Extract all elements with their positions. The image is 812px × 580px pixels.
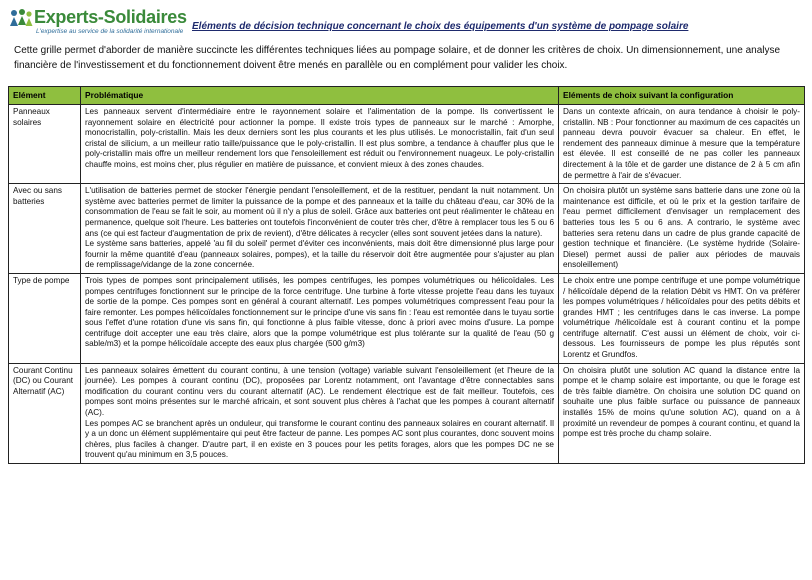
- problematique-paragraph: Les panneaux solaires émettent du courant continu, à une tension (voltage) variable suivant l'ensoleillement (et l'heure de la journée). Les pompes à courant continu (DC), proposées par Lorentz notamment, ont l'avantage d'être connectables sans modification du courant continu vers du courant alternatif (AC). Le rendement électrique est de fait meilleur. Toutefois, ces pompes sont moins présentes sur le marché africain, et sont souvent plus chères à l'achat que les pompes à courant alternatif (AC).: [85, 365, 554, 418]
- row-problematique: [81, 273, 559, 363]
- logo-people-icon: [8, 8, 34, 30]
- row-problematique: [81, 363, 559, 463]
- header-choix: Eléments de choix suivant la configuration: [559, 87, 805, 105]
- row-element: Courant Continu (DC) ou Courant Alternatif (AC): [9, 363, 81, 463]
- document-title: Eléments de décision technique concernant le choix des équipements d'un système de pompage solaire: [192, 21, 689, 32]
- problematique-paragraph: Les pompes AC se branchent après un onduleur, qui transforme le courant continu des panneaux solaires en courant alternatif. Il y a un donc un élément supplémentaire qui peut être facteur de panne. Les pompes AC sont plus courantes, donc souvent moins chères, plus faciles à changer. D'autre part, il en existe en 3 pouces pour les petits forages, alors que les pompes DC ne se trouvent qu'au minimum en 3,5 pouces.: [85, 418, 554, 460]
- table-row: [9, 363, 805, 463]
- table-row: [9, 184, 805, 274]
- header-element: Elément: [9, 87, 81, 105]
- problematique-paragraph: Les panneaux servent d'intermédiaire entre le rayonnement solaire et l'alimentation de la pompe. Ils convertissent le rayonnement solaire en électricité pour actionner la pompe. Il existe trois types de panneaux sur le marché : Amorphe, monocristallin, poly-cristallin. Mais les deux derniers sont les plus courants et les plus utilisés. Le monocristallin, fait d'un seul cristal de silicium, a un meilleur ratio taille/puissance que le poly-cristallin. Il est plus sombre, a tendance à chauffer plus que le poly-cristallin mais offre un meilleur rendement lors que l'ensoleillement est réduit ou l'environnement nuageux. Le poly-cristallin chauffe moins, est moins cher, plus régulier en matière de puissance, et convient mieux à des zones chaudes.: [85, 107, 554, 169]
- problematique-paragraph: L'utilisation de batteries permet de stocker l'énergie pendant l'ensoleillement, et de la restituer, pendant la nuit notamment. Un système avec batteries permet de limiter la puissance de la pompe et des panneaux et la taille du château d'eau, car 30% de la consommation de l'eau se fait le soir, au moment où il n'y a plus de soleil. Grâce aux batteries ont peut réalimenter le château en permanence, quelque soit l'heure. Les batteries ont toutefois l'inconvénient de couter très cher, d'être à remplacer tous les 5 ou 6 ans (ce qui est facteur d'augmentation de prix de revient), d'être délicates à recycler (elles sont souvent jetées dans la nature).: [85, 186, 554, 238]
- logo: [8, 7, 187, 41]
- problematique-paragraph: Le système sans batteries, appelé 'au fil du soleil' permet d'éviter ces inconvénients, mais doit être dimensionné plus large pour fournir la même quantité d'eau (panneaux solaires, pompes), et la taille du réservoir doit être augmentée pour s'ajuster au plan de remplissage/vidange de la zone concernée.: [85, 239, 554, 270]
- logo-tagline: L'expertise au service de la solidarité internationale: [36, 28, 184, 35]
- table-row: [9, 273, 805, 363]
- page-header: [6, 4, 806, 40]
- row-element: Avec ou sans batteries: [9, 184, 81, 274]
- row-element: Panneaux solaires: [9, 105, 81, 184]
- table-header-row: [9, 87, 805, 105]
- row-choix: On choisira plutôt une solution AC quand la distance entre la pompe et le champ solaire est importante, ou que le forage est de très faible diamètre. On choisira une solution DC quand on souhaite une plus faible surface ou puissance de panneaux installés 15% de moins qu'une solution AC), quand on a à proximité un revendeur de pompes à courant continu, et quand la pompe est très proche du champ solaire.: [559, 363, 805, 463]
- row-choix: On choisira plutôt un système sans batterie dans une zone où la maintenance est difficile, et où le prix et la gestion tarifaire de l'eau permet difficilement d'envisager un remplacement des batteries tous les 5 ou 6 ans. A contrario, le système avec batteries sera retenu dans un cadre de plus grande capacité de gestion technique et financière. (Le système hydride (Solaire-Diesel) permet aussi de palier aux périodes de mauvais ensoleillement): [559, 184, 805, 274]
- row-element: Type de pompe: [9, 273, 81, 363]
- row-choix: Le choix entre une pompe centrifuge et une pompe volumétrique / hélicoïdale dépend de la relation Débit vs HMT. On va préférer les pompes volumétriques / hélicoïdales pour des petits débits et grandes HMT ; les centrifuges dans le cas inverse. La pompe volumétrique /hélicoïdale est à courant continu et la pompe centrifuge alternatif. C'est aussi un élément de choix, voir ci-dessous. Les fournisseurs de pompe les plus réputés sont Lorentz et Grundfos.: [559, 273, 805, 363]
- header-problematique: Problématique: [81, 87, 559, 105]
- row-problematique: [81, 184, 559, 274]
- row-choix: Dans un contexte africain, on aura tendance à choisir le poly-cristallin. NB : Pour fonctionner au maximum de ces capacités un panneau devra pouvoir évacuer sa chaleur. En effet, le rendement des panneaux diminue à mesure que la température est élevée. Il est conseillé de ne pas coller les panneaux directement à la tôle et de garder une distance de 2 à 5 cm afin de permettre à l'air de s'évacuer.: [559, 105, 805, 184]
- logo-text: Experts-Solidaires: [34, 7, 187, 27]
- decision-table: [8, 86, 805, 464]
- intro-paragraph: Cette grille permet d'aborder de manière succincte les différentes techniques liées au pompage solaire, et de donner les critères de choix. Un dimensionnement, une analyse financière de l'investissement et du fonctionnement doivent être menés en parallèle ou en complément pour valider les choix.: [14, 45, 781, 71]
- row-problematique: [81, 105, 559, 184]
- problematique-paragraph: Trois types de pompes sont principalement utilisés, les pompes centrifuges, les pompes volumétriques ou hélicoïdales. Les pompes centrifuges fonctionnent sur le principe de la force centrifuge. Une turbine à forte vitesse projette l'eau dans les tuyaux de sortie de la pompe. Ces pompes sont en général à courant alternatif. Les pompes volumétriques compressent l'eau pour la faire remonter. Les pompes hélicoïdales fonctionnement sur le principe d'une vis sans fin : l'eau est remontée dans le tuyau sortie sous l'effet d'une rotation d'une vis sans fin, qui fonctionne à plus faible vitesse, donc à priori avec moins d'usure. La pompe centrifuge doit accepter une eau très claire, alors que la pompe volumétrique est plus tolérante sur la qualité de l'eau (50 g sable/m3) et la pompe hélicoïdale accepte des eaux plus chargée (500 g/m3): [85, 275, 554, 349]
- table-row: [9, 105, 805, 184]
